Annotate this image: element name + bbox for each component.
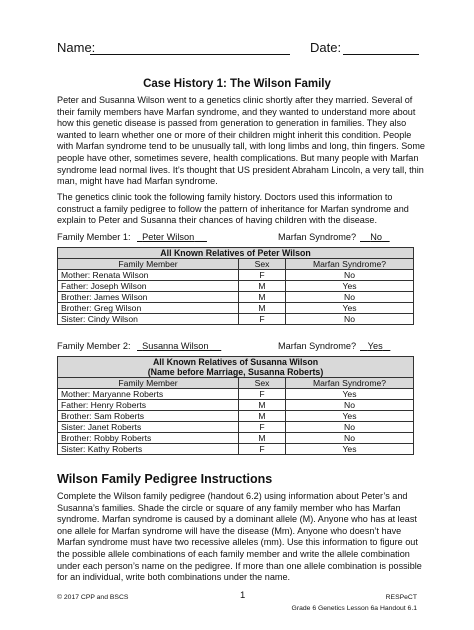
family-member-1-name: [137, 232, 207, 242]
table-row: [58, 292, 414, 303]
member-cell: Sister: Janet Roberts: [58, 422, 239, 433]
table-row: [58, 389, 414, 400]
family-member-1-line: [57, 232, 429, 245]
sex-cell: F: [239, 444, 286, 455]
family-member-2-label: Family Member 2:: [57, 341, 131, 351]
intro-paragraph: Peter and Susanna Wilson went to a genetics clinic shortly after they married. Several of their family members have Marfan syndrome, and they wanted to understand more about how this genetic disease is passed from generation to generation in families. They also wanted to learn whether one or more of their children might inherit this condition. People with Marfan syndrome tend to be unusually tall, with long limbs and long, thin fingers. Some people have other, sometimes severe, health complications. But many people with Marfan syndrome lead normal lives. It’s thought that US president Abraham Lincoln, a very tall, thin man, might have had Marfan syndrome.: [57, 95, 425, 187]
marfan-cell: Yes: [286, 303, 414, 314]
family-member-1-name-text: Peter Wilson: [142, 232, 195, 242]
family-member-2-name: [137, 341, 221, 351]
instructions-paragraph: Complete the Wilson family pedigree (handout 6.2) using information about Peter’s and Susanna’s families. Shade the circle or square of any family member who has Marfan syndrome. Marfan syndrome is caused by a dominant allele (M). Anyone who has at least one allele for Marfan syndrome will have the disease (Mm). Anyone who doesn’t have Marfan syndrome must have two recessive alleles (mm). Use this information to figure out the possible allele combinations of each family member and write the allele combination under each person’s name on the pedigree. If more than one allele combination is possible for an individual, write both combinations under the name.: [57, 491, 422, 583]
name-date-header: [57, 40, 427, 60]
family-member-1-marfan-value: No: [370, 232, 382, 242]
table-caption-line-1: All Known Relatives of Susanna Wilson: [152, 357, 319, 367]
page-number: 1: [240, 590, 246, 601]
member-cell: Brother: James Wilson: [58, 292, 239, 303]
clinic-paragraph: The genetics clinic took the following family history. Doctors used this information to construct a family pedigree to follow the pattern of inheritance for Marfan syndrome and explain to Peter and Susanna their chances of having children with the disease.: [57, 192, 409, 226]
column-header: Sex: [239, 378, 286, 389]
table-caption: [58, 357, 414, 378]
table-caption: All Known Relatives of Peter Wilson: [58, 248, 414, 259]
marfan-cell: No: [286, 314, 414, 325]
footer-course: Grade 6 Genetics Lesson 6a Handout 6.1: [291, 605, 417, 612]
table-row: [58, 444, 414, 455]
family-member-1-marfan: [360, 232, 390, 242]
family-member-2-name-text: Susanna Wilson: [142, 341, 209, 351]
column-header: Marfan Syndrome?: [286, 259, 414, 270]
column-header: Family Member: [58, 378, 239, 389]
sex-cell: M: [239, 433, 286, 444]
marfan-cell: No: [286, 422, 414, 433]
member-cell: Mother: Renata Wilson: [58, 270, 239, 281]
marfan-cell: Yes: [286, 444, 414, 455]
family-member-2-marfan-value: Yes: [367, 341, 383, 351]
name-field[interactable]: [90, 40, 290, 55]
member-cell: Father: Joseph Wilson: [58, 281, 239, 292]
instructions-heading: Wilson Family Pedigree Instructions: [57, 472, 273, 486]
marfan-cell: No: [286, 433, 414, 444]
marfan-cell: No: [286, 400, 414, 411]
table-row: [58, 314, 414, 325]
sex-cell: F: [239, 389, 286, 400]
marfan-cell: No: [286, 270, 414, 281]
sex-cell: F: [239, 314, 286, 325]
marfan-cell: Yes: [286, 281, 414, 292]
marfan-cell: Yes: [286, 411, 414, 422]
family-member-1-label: Family Member 1:: [57, 232, 131, 242]
table-caption-line-2: (Name before Marriage, Susanna Roberts): [147, 367, 324, 377]
sex-cell: F: [239, 422, 286, 433]
member-cell: Father: Henry Roberts: [58, 400, 239, 411]
table-row: [58, 303, 414, 314]
table-row: [58, 411, 414, 422]
table-row: [58, 281, 414, 292]
sex-cell: M: [239, 303, 286, 314]
name-label: Name:: [57, 40, 96, 55]
member-cell: Brother: Greg Wilson: [58, 303, 239, 314]
family-member-2-marfan: [360, 341, 390, 351]
sex-cell: M: [239, 411, 286, 422]
member-cell: Brother: Robby Roberts: [58, 433, 239, 444]
table-row: [58, 433, 414, 444]
date-field[interactable]: [343, 40, 419, 55]
marfan-cell: Yes: [286, 389, 414, 400]
member-cell: Sister: Kathy Roberts: [58, 444, 239, 455]
table-row: [58, 270, 414, 281]
family-member-1-marfan-label: Marfan Syndrome?: [278, 232, 357, 242]
sex-cell: M: [239, 281, 286, 292]
sex-cell: F: [239, 270, 286, 281]
footer-copyright: © 2017 CPP and BSCS: [57, 594, 129, 601]
family-member-2-line: [57, 341, 429, 354]
marfan-cell: No: [286, 292, 414, 303]
member-cell: Mother: Maryanne Roberts: [58, 389, 239, 400]
peter-relatives-table: [57, 247, 414, 325]
sex-cell: M: [239, 292, 286, 303]
table-row: [58, 422, 414, 433]
column-header: Family Member: [58, 259, 239, 270]
date-label: Date:: [310, 40, 342, 55]
member-cell: Sister: Cindy Wilson: [58, 314, 239, 325]
member-cell: Brother: Sam Roberts: [58, 411, 239, 422]
footer-brand: RESPeCT: [385, 594, 417, 601]
table-row: [58, 400, 414, 411]
sex-cell: M: [239, 400, 286, 411]
susanna-relatives-table: [57, 356, 414, 455]
column-header: Sex: [239, 259, 286, 270]
page-title: Case History 1: The Wilson Family: [143, 78, 331, 90]
column-header: Marfan Syndrome?: [286, 378, 414, 389]
family-member-2-marfan-label: Marfan Syndrome?: [278, 341, 357, 351]
